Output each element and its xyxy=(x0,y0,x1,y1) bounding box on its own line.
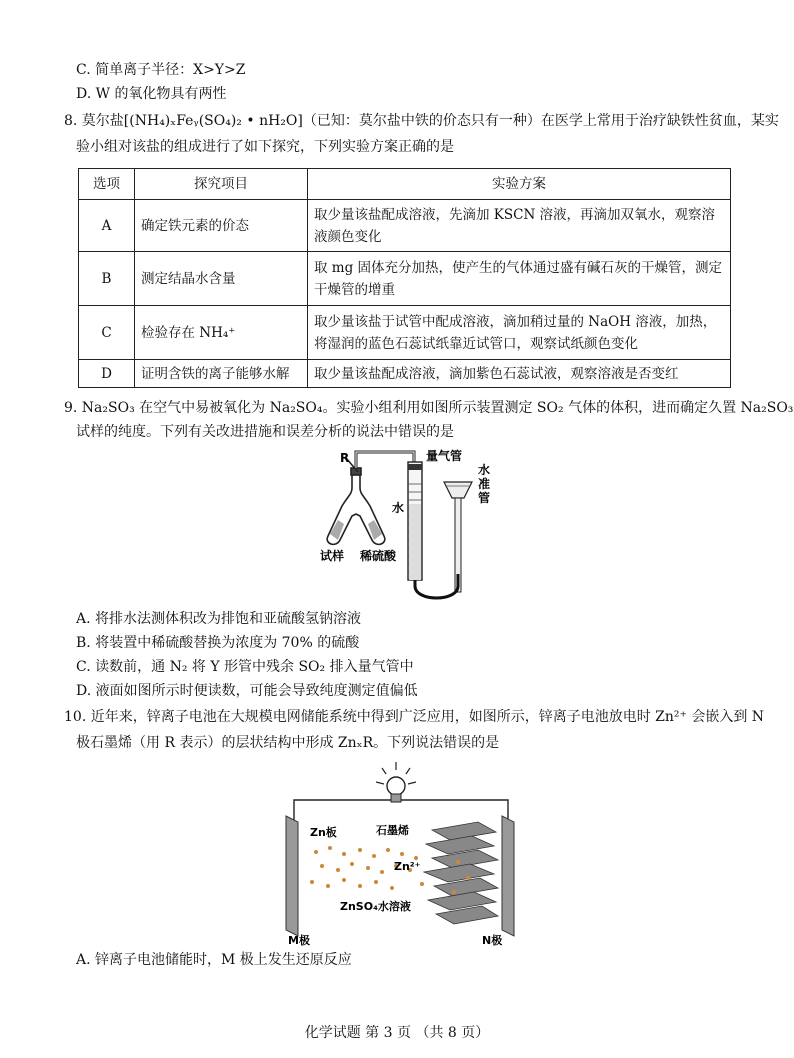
q8-experiment-table xyxy=(78,168,731,388)
q10-option-a: A. 锌离子电池储能时，M 极上发生还原反应 xyxy=(76,952,352,968)
svg-text:管: 管 xyxy=(478,491,491,505)
row-item: 确定铁元素的价态 xyxy=(135,200,308,252)
label-levelling-tube xyxy=(478,462,490,505)
label-solution: ZnSO₄水溶液 xyxy=(340,900,411,913)
label-graphene: 石墨烯 xyxy=(376,824,409,837)
q8-stem-line1: 8. 莫尔盐[(NH₄)ₓFeᵧ(SO₄)₂ • nH₂O]（已知：莫尔盐中铁的价态只有一种）在医学上常用于治疗缺铁性贫血，某实 xyxy=(64,113,779,129)
row-plan: 取 mg 固体充分加热，使产生的气体通过盛有碱石灰的干燥管，测定干燥管的增重 xyxy=(308,252,731,306)
label-water: 水 xyxy=(392,501,405,515)
table-row xyxy=(79,252,731,306)
q7-option-d: D. W 的氧化物具有两性 xyxy=(76,86,227,102)
q8-stem-line2: 验小组对该盐的组成进行了如下探究，下列实验方案正确的是 xyxy=(76,139,454,155)
header-item: 探究项目 xyxy=(135,169,308,200)
graphene-layers xyxy=(424,822,498,924)
q10-zinc-ion-battery xyxy=(282,760,522,946)
q10-stem-line2: 极石墨烯（用 R 表示）的层状结构中形成 ZnₓR。下列说法错误的是 xyxy=(76,735,500,751)
sample-and-acid xyxy=(330,520,382,540)
label-m-electrode: M极 xyxy=(288,934,310,946)
table-row xyxy=(79,306,731,360)
m-electrode-plate xyxy=(286,816,298,936)
q10-stem-line1: 10. 近年来，锌离子电池在大规模电网储能系统中得到广泛应用，如图所示，锌离子电池放电时 Zn²⁺ 会嵌入到 N xyxy=(64,709,765,725)
row-item: 测定结晶水含量 xyxy=(135,252,308,306)
row-plan: 取少量该盐配成溶液，滴加紫色石蕊试液，观察溶液是否变红 xyxy=(308,360,731,388)
label-r: R xyxy=(340,451,350,465)
gas-burette xyxy=(408,462,422,580)
q9-stem-line1: 9. Na₂SO₃ 在空气中易被氧化为 Na₂SO₄。实验小组利用如图所示装置测定 SO₂ 气体的体积，进而确定久置 Na₂SO₃ xyxy=(64,400,794,416)
label-zn-ion: Zn²⁺ xyxy=(394,860,421,873)
external-wire xyxy=(294,800,508,820)
n-electrode-plate xyxy=(502,816,514,936)
connecting-tube xyxy=(356,452,414,468)
q9-option-c: C. 读数前，通 N₂ 将 Y 形管中残余 SO₂ 排入量气管中 xyxy=(76,659,414,675)
q9-gas-measure-apparatus xyxy=(318,444,508,604)
row-option: A xyxy=(79,200,135,252)
label-sample: 试样 xyxy=(320,549,345,563)
label-zn-plate: Zn板 xyxy=(310,826,337,839)
q9-stem-line2: 试样的纯度。下列有关改进措施和误差分析的说法中错误的是 xyxy=(76,424,454,440)
q9-option-a: A. 将排水法测体积改为排饱和亚硫酸氢钠溶液 xyxy=(76,611,362,627)
label-n-electrode: N极 xyxy=(482,934,503,946)
row-option: D xyxy=(79,360,135,388)
label-acid: 稀硫酸 xyxy=(360,549,397,563)
label-gas-tube: 量气管 xyxy=(426,449,463,463)
row-plan: 取少量该盐于试管中配成溶液，滴加稍过量的 NaOH 溶液，加热，将湿润的蓝色石蕊试纸靠近试管口，观察试纸颜色变化 xyxy=(308,306,731,360)
header-plan: 实验方案 xyxy=(308,169,731,200)
q7-option-c: C. 简单离子半径：X>Y>Z xyxy=(76,62,246,78)
q9-option-d: D. 液面如图所示时便读数，可能会导致纯度测定值偏低 xyxy=(76,683,418,699)
svg-text:水: 水 xyxy=(478,463,491,477)
table-header-row xyxy=(79,169,731,200)
header-option: 选项 xyxy=(79,169,135,200)
table-row xyxy=(79,360,731,388)
row-plan: 取少量该盐配成溶液，先滴加 KSCN 溶液，再滴加双氧水，观察溶液颜色变化 xyxy=(308,200,731,252)
svg-text:准: 准 xyxy=(478,477,491,491)
row-item: 证明含铁的离子能够水解 xyxy=(135,360,308,388)
row-option: C xyxy=(79,306,135,360)
row-item: 检验存在 NH₄⁺ xyxy=(135,306,308,360)
row-option: B xyxy=(79,252,135,306)
lightbulb-icon xyxy=(376,762,416,802)
q9-option-b: B. 将装置中稀硫酸替换为浓度为 70% 的硫酸 xyxy=(76,635,360,651)
table-row xyxy=(79,200,731,252)
page-footer: 化学试题 第 3 页 （共 8 页） xyxy=(304,1025,490,1041)
